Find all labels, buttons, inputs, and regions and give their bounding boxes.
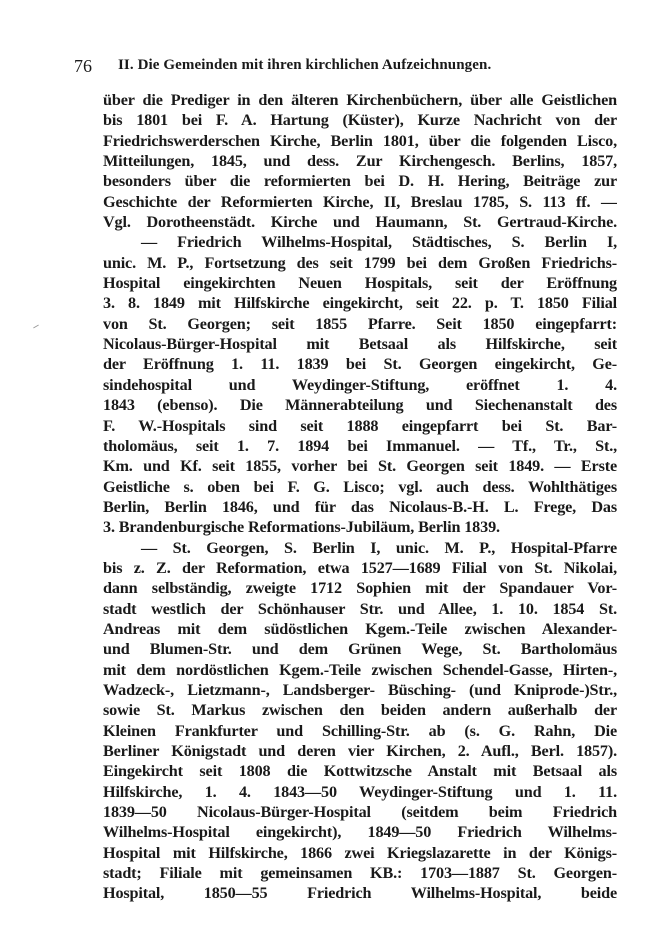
text-line: bis 1801 bei F. A. Hartung (Küster), Kurze Nachricht von der [103,111,617,130]
text-line: der Eröffnung 1. 11. 1839 bei St. Georgen eingekircht, Ge- [103,355,617,374]
text-line: Geschichte der Reformierten Kirche, II, Breslau 1785, S. 113 ff. — [103,192,617,211]
text-line: Km. und Kf. seit 1855, vorher bei St. Georgen seit 1849. — Erste [103,457,617,476]
text-line: tholomäus, seit 1. 7. 1894 bei Immanuel. — Tf., Tr., St., [103,436,617,455]
page-header [74,56,619,80]
text-line: — Friedrich Wilhelms-Hospital, Städtisches, S. Berlin I, [141,233,617,252]
text-line: 3. 8. 1849 mit Hilfskirche eingekircht, seit 22. p. T. 1850 Filial [103,294,617,313]
page-number: 76 [74,56,92,76]
text-line: von St. Georgen; seit 1855 Pfarre. Seit 1850 eingepfarrt: [103,314,617,333]
text-line: stadt; Filiale mit gemeinsamen KB.: 1703—1887 St. Georgen- [103,864,617,883]
text-line: 1839—50 Nicolaus-Bürger-Hospital (seitdem beim Friedrich [103,803,617,822]
text-line: mit dem nordöstlichen Kgem.-Teile zwischen Schendel-Gasse, Hirten-, [103,660,617,679]
text-line: Andreas mit dem südöstlichen Kgem.-Teile zwischen Alexander- [103,619,617,638]
text-line: dann selbständig, zweigte 1712 Sophien mit der Spandauer Vor- [103,579,617,598]
text-line: besonders über die reformierten bei D. H. Hering, Beiträge zur [103,172,617,191]
text-line: Eingekircht seit 1808 die Kottwitzsche Anstalt mit Betsaal als [103,762,617,781]
text-line: unic. M. P., Fortsetzung des seit 1799 bei dem Großen Friedrichs- [103,253,617,272]
text-line: Kleinen Frankfurter und Schilling-Str. ab (s. G. Rahn, Die [103,721,617,740]
text-line: F. W.-Hospitals sind seit 1888 eingepfarrt bei St. Bar- [103,416,617,435]
text-line: Friedrichswerderschen Kirche, Berlin 1801, über die folgenden Lisco, [103,131,617,150]
text-line: Mitteilungen, 1845, und dess. Zur Kirchengesch. Berlins, 1857, [103,152,617,171]
margin-mark [33,325,39,329]
text-line: über die Prediger in den älteren Kirchenbüchern, über alle Geistlichen [103,91,617,109]
text-line: sowie St. Markus zwischen den beiden andern außerhalb der [103,701,617,720]
text-line: Hospital mit Hilfskirche, 1866 zwei Kriegslazarette in der Königs- [103,843,617,862]
text-line: Wadzeck-, Lietzmann-, Landsberger- Büsching- (und Kniprode-)Str., [103,680,617,699]
text-line: Vgl. Dorotheenstädt. Kirche und Haumann, St. Gertraud-Kirche. [103,213,617,232]
text-line: Wilhelms-Hospital eingekircht), 1849—50 Friedrich Wilhelms- [103,823,617,842]
text-line: Berliner Königstadt und deren vier Kirchen, 2. Aufl., Berl. 1857). [103,742,617,760]
text-line: sindehospital und Weydinger-Stiftung, eröffnet 1. 4. [103,375,617,394]
text-line: — St. Georgen, S. Berlin I, unic. M. P., Hospital-Pfarre [141,538,617,557]
text-line: und Blumen-Str. und dem Grünen Wege, St. Bartholomäus [103,640,617,659]
text-line: Hilfskirche, 1. 4. 1843—50 Weydinger-Stiftung und 1. 11. [103,782,617,801]
text-line: Hospital, 1850—55 Friedrich Wilhelms-Hospital, beide [103,884,617,903]
text-line: 1843 (ebenso). Die Männerabteilung und Siechenanstalt des [103,396,617,415]
text-line: Nicolaus-Bürger-Hospital mit Betsaal als Hilfskirche, seit [103,335,617,354]
text-line: 3. Brandenburgische Reformations-Jubiläum, Berlin 1839. [103,518,500,537]
text-line: Hospital eingekirchten Neuen Hospitals, seit der Eröffnung [103,274,617,293]
text-line: stadt westlich der Schönhauser Str. und Allee, 1. 10. 1854 St. [103,599,617,618]
text-line: Berlin, Berlin 1846, und für das Nicolaus-B.-H. L. Frege, Das [103,497,617,516]
running-title: II. Die Gemeinden mit ihren kirchlichen Aufzeichnungen. [118,57,492,73]
text-line: bis z. Z. der Reformation, etwa 1527—1689 Filial von St. Nikolai, [103,558,617,577]
text-line: Geistliche s. oben bei F. G. Lisco; vgl. auch dess. Wohlthätiges [103,477,617,496]
body-text [103,90,617,904]
